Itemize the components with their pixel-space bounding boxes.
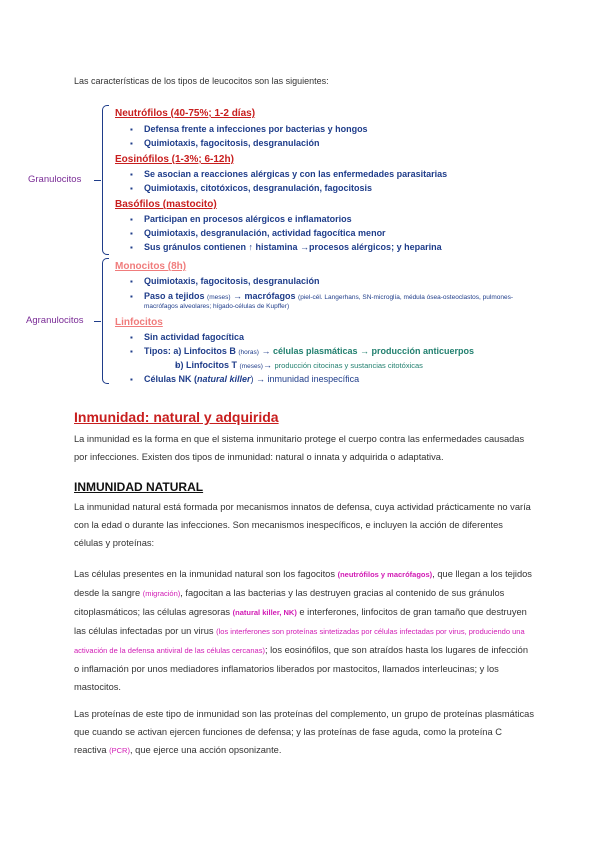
intro-text: Las características de los tipos de leucocitos son las siguientes: [74,76,329,86]
eosinofilos-item: ▪ Se asocian a reacciones alérgicas y con las enfermedades parasitarias [130,169,447,179]
basofilos-item: ▪ Sus gránulos contienen ↑ histamina →procesos alérgicos; y heparina [130,242,442,252]
section-title: Inmunidad: natural y adquirida [74,409,279,425]
section-paragraph: La inmunidad es la forma en que el sistema inmunitario protege el cuerpo contra las enfermedades causadas por infecciones. Existen dos tipos de inmunidad: natural o innata y adquirida o adaptativa. [74,434,525,462]
monocitos-item: ▪ Paso a tejidos (meses) → macrófagos (piel-cél. Langerhans, SN-microglía, médula ósea-osteoclastos, pulmones- [130,291,513,301]
neutrofilos-item: ▪ Quimiotaxis, fagocitosis, desgranulación [130,138,320,148]
granulocitos-brace-tick [94,180,101,181]
neutrofilos-title: Neutrófilos (40-75%; 1-2 días) [115,108,256,119]
granulocitos-label: Granulocitos [28,174,82,185]
linfocitos-tipos-b: ▪ Tipos: a) Linfocitos B (horas) → células plasmáticas → producción anticuerpos [130,346,474,356]
linfocitos-tipos-t: ▪ b) Linfocitos T (meses)→ producción citocinas y sustancias citotóxicas [175,360,423,370]
linfocitos-title: Linfocitos [115,317,163,328]
monocitos-note: macrófagos alveolares; hígado-células de Kupffer) [144,303,290,310]
neutrofilos-item: ▪ Defensa frente a infecciones por bacterias y hongos [130,124,368,134]
agranulocitos-brace-tick [94,321,101,322]
monocitos-title: Monocitos (8h) [115,261,187,272]
paragraph-natural: La inmunidad natural está formada por mecanismos innatos de defensa, cuya actividad prácticamente no varía con la edad o durante las infecciones. Son mecanismos inespecíficos, e incluyen la acción de diferentes células y proteínas: [74,502,531,548]
basofilos-title: Basófilos (mastocito) [115,199,217,210]
paragraph-cells: Las células presentes en la inmunidad natural son los fagocitos (neutrófilos y macrófagos), que llegan a los tejidos desde la sangre (migración), fagocitan a las bacterias y las destruyen gracias al contenido de sus gránulos citoplasmáticos; las células agresoras (natural killer, NK) e interferones, linfocitos de gran tamaño que destruyen las células infectadas por un virus (los interferones son proteínas sintetizadas por células infectadas por virus, produciendo una activación de la defensa antiviral de las células cercanas); los eosinófilos, que son atraídos hasta los lugares de infección o inflamación por unos mediadores inflamatorios liberados por mastocitos, llamados interleucinas; y los mastocitos. [74,569,532,692]
eosinofilos-title: Eosinófilos (1-3%; 6-12h) [115,154,234,165]
subsection-title: INMUNIDAD NATURAL [74,480,204,494]
linfocitos-item: ▪ Sin actividad fagocítica [130,332,244,342]
linfocitos-nk: ▪ Células NK (natural killer) → inmunidad inespecífica [130,374,359,384]
eosinofilos-item: ▪ Quimiotaxis, citotóxicos, desgranulación, fagocitosis [130,183,372,193]
basofilos-item: ▪ Quimiotaxis, desgranulación, actividad fagocítica menor [130,228,386,238]
granulocitos-brace [102,105,109,255]
paragraph-proteins: Las proteínas de este tipo de inmunidad son las proteínas del complemento, un grupo de proteínas plasmáticas que cuando se activan ejercen funciones de defensa; y las proteínas de fase aguda, como la proteína C reactiva (PCR), que ejerce una acción opsonizante. [74,709,534,755]
agranulocitos-brace [102,258,109,384]
basofilos-item: ▪ Participan en procesos alérgicos e inflamatorios [130,214,352,224]
monocitos-item: ▪ Quimiotaxis, fagocitosis, desgranulación [130,276,320,286]
agranulocitos-label: Agranulocitos [26,315,84,326]
